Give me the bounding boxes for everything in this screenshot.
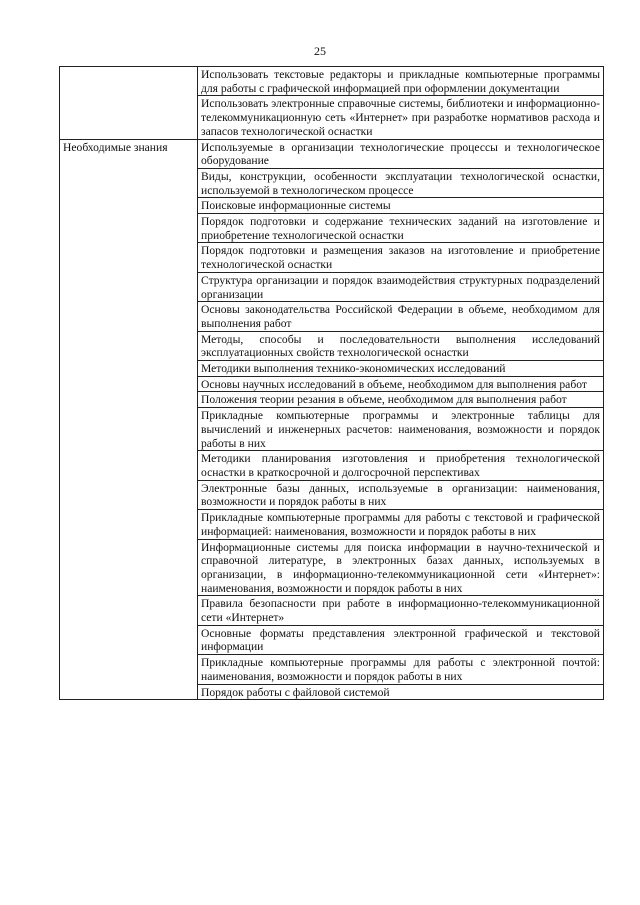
knowledge-item: Электронные базы данных, используемые в организации: наименования, возможности и порядок работы в них (198, 480, 604, 509)
knowledge-item: Прикладные компьютерные программы для работы с текстовой и графической информацией: наименования, возможности и порядок работы в них (198, 510, 604, 539)
knowledge-item: Прикладные компьютерные программы и электронные таблицы для вычислений и инженерных расчетов: наименования, возможности и порядок работы в них (198, 408, 604, 451)
knowledge-item: Порядок работы с файловой системой (198, 684, 604, 700)
knowledge-item: Порядок подготовки и содержание технических заданий на изготовление и приобретение технологической оснастки (198, 214, 604, 243)
table-row (60, 67, 604, 96)
knowledge-item: Виды, конструкции, особенности эксплуатации технологической оснастки, используемой в технологическом процессе (198, 168, 604, 197)
knowledge-item: Методы, способы и последовательности выполнения исследований эксплуатационных свойств технологической оснастки (198, 331, 604, 360)
empty-label-cell (60, 67, 198, 140)
skill-item: Использовать электронные справочные системы, библиотеки и информационно-телекоммуникационную сеть «Интернет» при разработке нормативов расхода и запасов технологической оснастки (198, 96, 604, 139)
skill-item: Использовать текстовые редакторы и прикладные компьютерные программы для работы с графической информацией при оформлении документации (198, 67, 604, 96)
knowledge-item: Методики планирования изготовления и приобретения технологической оснастки в краткосрочной и долгосрочной перспективах (198, 451, 604, 480)
knowledge-item: Основы научных исследований в объеме, необходимом для выполнения работ (198, 376, 604, 392)
knowledge-table (59, 66, 604, 700)
knowledge-item: Методики выполнения технико-экономических исследований (198, 361, 604, 377)
page-number: 25 (314, 44, 326, 58)
knowledge-item: Порядок подготовки и размещения заказов на изготовление и приобретение технологической оснастки (198, 243, 604, 272)
knowledge-item: Используемые в организации технологические процессы и технологическое оборудование (198, 139, 604, 168)
table-row (60, 139, 604, 168)
knowledge-label: Необходимые знания (60, 139, 198, 700)
knowledge-item: Основы законодательства Российской Федерации в объеме, необходимом для выполнения работ (198, 302, 604, 331)
knowledge-item: Структура организации и порядок взаимодействия структурных подразделений организации (198, 272, 604, 301)
knowledge-item: Информационные системы для поиска информации в научно-технической и справочной литературе, в электронных базах данных, используемых в организации, в информационно-телекоммуникационной сети «Интернет»: наименования, возможности и порядок работы в них (198, 539, 604, 596)
knowledge-item: Основные форматы представления электронной графической и текстовой информации (198, 625, 604, 654)
knowledge-item: Положения теории резания в объеме, необходимом для выполнения работ (198, 392, 604, 408)
knowledge-item: Правила безопасности при работе в информационно-телекоммуникационной сети «Интернет» (198, 596, 604, 625)
knowledge-item: Прикладные компьютерные программы для работы с электронной почтой: наименования, возможности и порядок работы в них (198, 655, 604, 684)
knowledge-item: Поисковые информационные системы (198, 198, 604, 214)
